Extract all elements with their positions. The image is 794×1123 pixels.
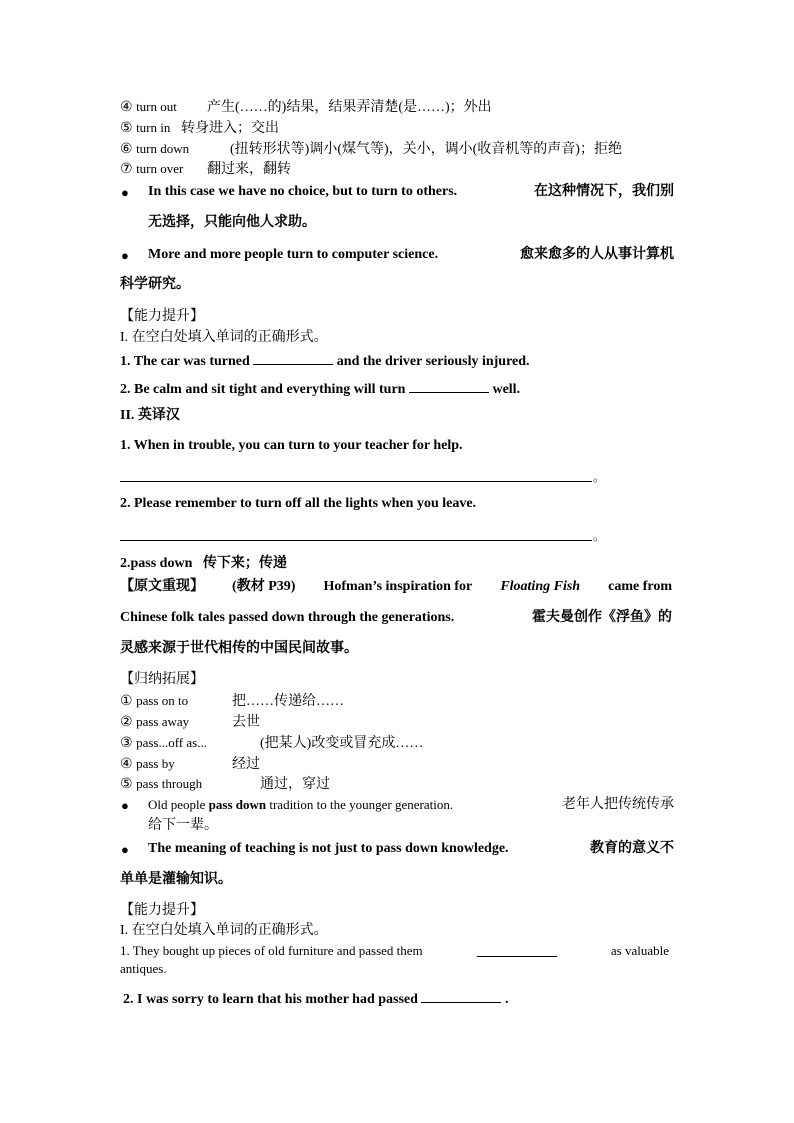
fill-question: 2. I was sorry to learn that his mother had passed . [123,988,508,1009]
section-heading: 2.pass down 传下来；传递 [120,556,287,571]
original-translation: 灵感来源于世代相传的中国民间故事。 [120,641,358,656]
example-translation: 单单是灌输知识。 [120,872,232,887]
answer-blank[interactable] [409,378,489,393]
practice-heading: 【能力提升】 [120,903,204,918]
fill-question: 2. Be calm and sit tight and everything will turn well. [120,378,520,399]
answer-line[interactable] [120,481,592,482]
phrase-item: ⑤ turn in 转身进入；交出 [120,120,279,136]
phrase-item: ⑤ pass through 通过，穿过 [120,776,330,792]
bullet-icon: ● [121,248,129,263]
answer-blank[interactable] [421,988,501,1003]
bullet-icon: ● [121,185,129,200]
example-sentence: The meaning of teaching is not just to pass down knowledge. 教育的意义不 [148,841,674,856]
example-sentence: In this case we have no choice, but to turn to others. 在这种情况下，我们别 [148,184,674,199]
translate-question: 1. When in trouble, you can turn to your teacher for help. [120,438,463,453]
phrase-item: ① pass on to 把……传递给…… [120,693,344,709]
example-translation: 无选择，只能向他人求助。 [148,215,316,230]
phrase-item: ⑦ turn over 翻过来，翻转 [120,161,291,177]
original-text: Chinese folk tales passed down through the generations. 霍夫曼创作《浮鱼》的 [120,610,672,625]
phrase-item: ④ pass by 经过 [120,756,260,772]
exercise-part-title: I. 在空白处填入单词的正确形式。 [120,923,328,938]
expand-heading: 【归纳拓展】 [120,672,204,687]
original-text: 【原文重现】 (教材 P39) Hofman’s inspiration for Floating Fish came from [120,579,672,594]
answer-line[interactable] [120,540,592,541]
example-sentence: Old people pass down tradition to the younger generation. 老年人把传统传承 [148,797,674,812]
end-mark: 。 [593,529,606,543]
bullet-icon: ● [121,798,129,813]
translate-question: 2. Please remember to turn off all the lights when you leave. [120,496,477,511]
example-translation: 科学研究。 [120,277,190,292]
fill-question: 1. They bought up pieces of old furniture and passed them as valuable [120,943,669,958]
exercise-part-title: II. 英译汉 [120,408,180,423]
phrase-item: ③ pass...off as... (把某人)改变或冒充成…… [120,735,424,751]
phrase-item: ④ turn out 产生(……的)结果，结果弄清楚(是……)；外出 [120,99,492,115]
answer-blank[interactable] [253,350,333,365]
example-sentence: More and more people turn to computer science. 愈来愈多的人从事计算机 [148,247,674,262]
fill-question-continued: antiques. [120,961,167,976]
answer-blank[interactable] [477,942,557,957]
end-mark: 。 [593,470,606,484]
phrase-item: ⑥ turn down (扭转形状等)调小(煤气等)，关小，调小(收音机等的声音)；拒绝 [120,141,622,157]
fill-question: 1. The car was turned and the driver seriously injured. [120,350,530,371]
bullet-icon: ● [121,842,129,857]
exercise-part-title: I. 在空白处填入单词的正确形式。 [120,330,328,345]
practice-heading: 【能力提升】 [120,309,204,324]
phrase-item: ② pass away 去世 [120,714,260,730]
example-translation: 给下一辈。 [148,818,218,833]
